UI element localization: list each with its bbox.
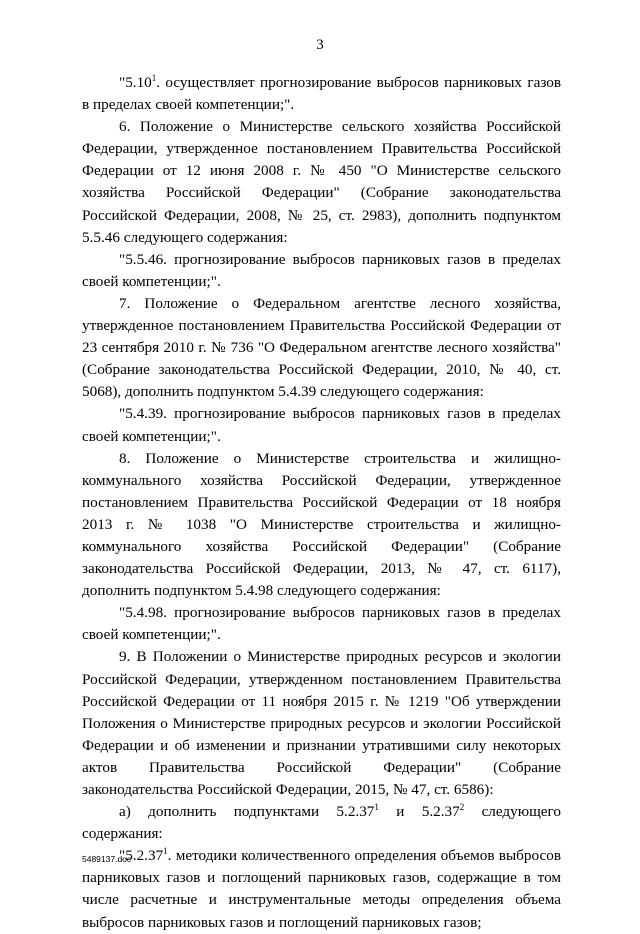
paragraph-5-5-46: "5.5.46. прогнозирование выбросов парниковых газов в пределах своей компетенции;".: [82, 250, 561, 290]
paragraph-5-4-39: "5.4.39. прогнозирование выбросов парниковых газов в пределах своей компетенции;".: [82, 405, 561, 445]
paragraph-item-6: 6. Положение о Министерстве сельского хозяйства Российской Федерации, утвержденное постановлением Правительства Российской Федерации от 12 июня 2008 г. № 450 "О Министерстве сельского хозяйства Российской Федерации" (Собрание законодательства Российской Федерации, 2008, № 25, ст. 2983), дополнить подпунктом 5.5.46 следующего содержания:: [82, 118, 561, 246]
paragraph-item-9: 9. В Положении о Министерстве природных ресурсов и экологии Российской Федерации, утвержденном постановлением Правительства Российской Федерации от 11 ноября 2015 г. № 1219 "Об утверждении Положения о Министерстве природных ресурсов и экологии Российской Федерации и об изменении и признании утратившими силу некоторых актов Правительства Российской Федерации" (Собрание законодательства Российской Федерации, 2015, № 47, ст. 6586):: [82, 648, 561, 798]
paragraph-item-7: 7. Положение о Федеральном агентстве лесного хозяйства, утвержденное постановлением Правительства Российской Федерации от 23 сентября 2010 г. № 736 "О Федеральном агентстве лесного хозяйства" (Собрание законодательства Российской Федерации, 2010, № 40, ст. 5068), дополнить подпунктом 5.4.39 следующего содержания:: [82, 294, 561, 401]
document-body: [82, 72, 561, 934]
page-number: 3: [316, 37, 324, 53]
paragraph-subitem-a: а) дополнить подпунктами 5.2.37$^1$ и 5.2.37$^2$ следующего содержания:: [82, 802, 561, 843]
paragraph-5-2-37-1: "5.2.37$^1$. методики количественного определения объемов выбросов парниковых газов и поглощений парниковых газов, содержащие в том числе расчетные и инструментальные методы определения объема выбросов парниковых газов и поглощений парниковых газов;: [82, 846, 561, 931]
paragraph-5-4-98: "5.4.98. прогнозирование выбросов парниковых газов в пределах своей компетенции;".: [82, 604, 561, 644]
footer-filename: 5489137.doc: [82, 854, 132, 864]
paragraph-5-10-1: "5.10$^1$. осуществляет прогнозирование выбросов парниковых газов в пределах своей компетенции;".: [82, 73, 561, 114]
paragraph-item-8: 8. Положение о Министерстве строительства и жилищно-коммунального хозяйства Российской Федерации, утвержденное постановлением Правительства Российской Федерации от 18 ноября 2013 г. № 1038 "О Министерстве строительства и жилищно-коммунального хозяйства Российской Федерации" (Собрание законодательства Российской Федерации, 2013, № 47, ст. 6117), дополнить подпунктом 5.4.98 следующего содержания:: [82, 449, 561, 600]
